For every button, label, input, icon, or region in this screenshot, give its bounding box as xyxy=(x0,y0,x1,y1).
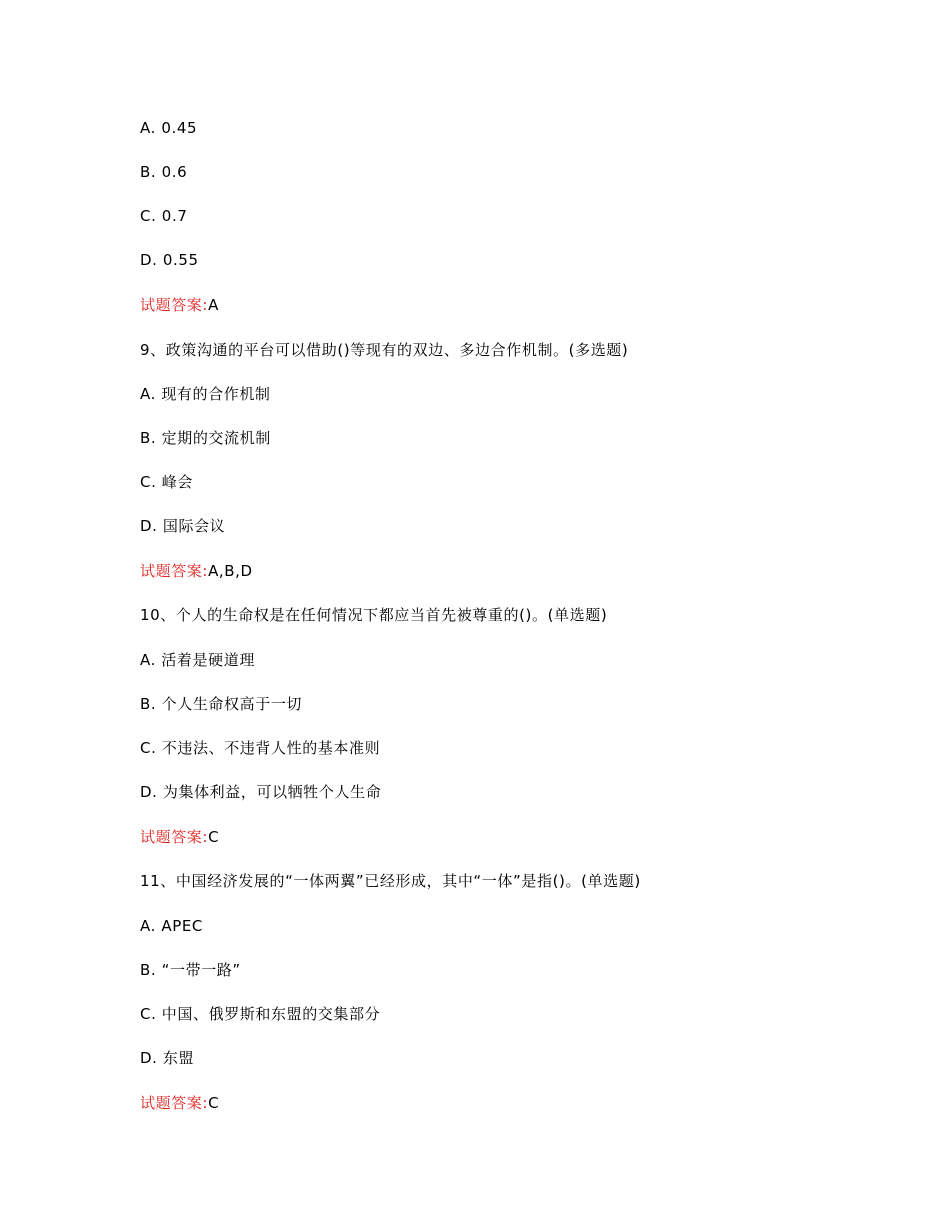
q10-stem: 10、个人的生命权是在任何情况下都应当首先被尊重的()。(单选题) xyxy=(140,606,608,624)
q10-answer-value: C xyxy=(208,828,220,846)
q10-option-d: D. 为集体利益，可以牺牲个人生命 xyxy=(140,783,382,801)
q9-option-a: A. 现有的合作机制 xyxy=(140,385,271,403)
q10-option-c: C. 不违法、不违背人性的基本准则 xyxy=(140,739,381,757)
q11-answer xyxy=(140,1093,219,1113)
q11-option-a: A. APEC xyxy=(140,917,203,935)
q10-answer-label: 试题答案: xyxy=(140,828,209,846)
q8-answer-label: 试题答案: xyxy=(140,296,209,314)
q9-option-d: D. 国际会议 xyxy=(140,517,226,535)
q10-option-a: A. 活着是硬道理 xyxy=(140,651,255,669)
q9-answer-value: A,B,D xyxy=(208,562,253,580)
q10-option-b: B. 个人生命权高于一切 xyxy=(140,695,303,713)
q8-option-c: C. 0.7 xyxy=(140,207,188,225)
q8-option-d: D. 0.55 xyxy=(140,251,199,269)
q8-option-b: B. 0.6 xyxy=(140,163,188,181)
q8-answer xyxy=(140,295,219,315)
q11-option-c: C. 中国、俄罗斯和东盟的交集部分 xyxy=(140,1005,381,1023)
q9-option-b: B. 定期的交流机制 xyxy=(140,429,271,447)
q8-option-a: A. 0.45 xyxy=(140,119,198,137)
q11-answer-label: 试题答案: xyxy=(140,1094,209,1112)
q11-answer-value: C xyxy=(208,1094,220,1112)
q9-stem: 9、政策沟通的平台可以借助()等现有的双边、多边合作机制。(多选题) xyxy=(140,341,629,359)
q11-option-b: B. “一带一路” xyxy=(140,961,241,979)
q9-answer-label: 试题答案: xyxy=(140,562,209,580)
q11-option-d: D. 东盟 xyxy=(140,1049,195,1067)
q8-answer-value: A xyxy=(208,296,219,314)
q9-option-c: C. 峰会 xyxy=(140,473,194,491)
q11-stem: 11、中国经济发展的“一体两翼”已经形成，其中“一体”是指()。(单选题) xyxy=(140,872,641,890)
q9-answer xyxy=(140,561,253,581)
q10-answer xyxy=(140,827,219,847)
